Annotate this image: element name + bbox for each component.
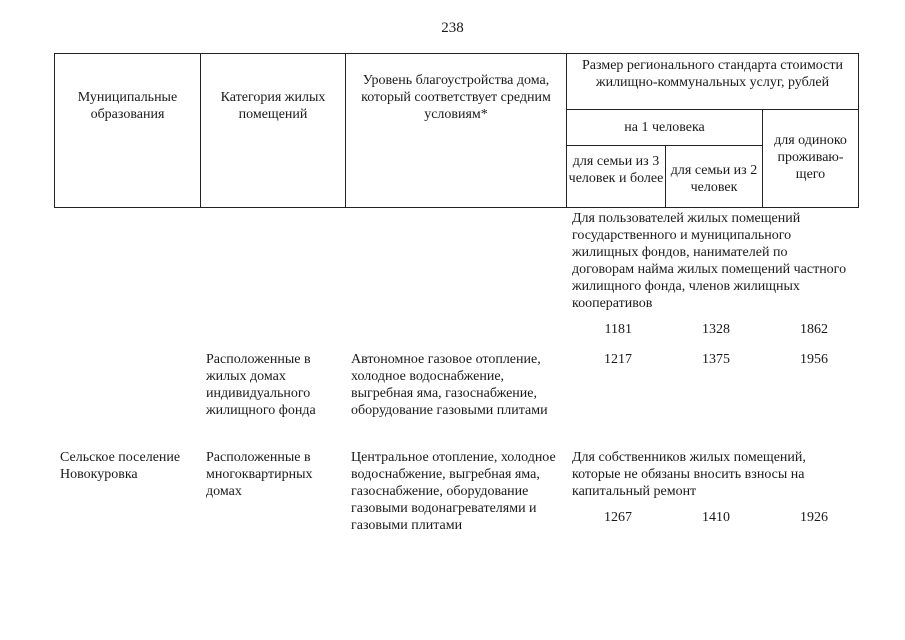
row3-municipal: Сельское поселение Новокуровка [60,450,181,482]
row3-category: Расположенные в многоквартирных домах [206,450,313,499]
row1-family2-value: 1328 [702,322,730,337]
header-category: Категория жилых помещений [220,90,326,122]
row2-family3-value: 1217 [604,352,632,367]
header-per-person: на 1 человека [624,120,705,135]
header-level: Уровень благоустройства дома, который соответствует средним условиям* [361,73,551,122]
row3-level: Центральное отопление, холодное водоснабжение, выгребная яма, газоснабжение, оборудование газовыми водонагревателями и газовыми плитами [351,450,556,533]
header-municipal: Муниципальные образования [77,90,178,122]
row2-category: Расположенные в жилых домах индивидуального жилищного фонда [206,352,316,418]
row1-single-value: 1862 [800,322,828,337]
header-family3: для семьи из 3 человек и более [568,154,664,186]
row2-level: Автономное газовое отопление, холодное водоснабжение, выгребная яма, газоснабжение, оборудование газовыми плитами [351,352,548,418]
header-size: Размер регионального стандарта стоимости жилищно-коммунальных услуг, рублей [582,58,843,90]
header-family2: для семьи из 2 человек [670,163,758,195]
row3-note: Для собственников жилых помещений, которые не обязаны вносить взносы на капитальный ремонт [572,450,806,499]
row3-single-value: 1926 [800,510,828,525]
row1-note: Для пользователей жилых помещений государственного и муниципального жилищных фондов, нанимателей по договорам найма жилых помещений частного жилищного фонда, членов жилищных кооперативов [572,211,847,311]
row3-family3-value: 1267 [604,510,632,525]
page-number: 238 [441,20,464,36]
row2-family2-value: 1375 [702,352,730,367]
row3-family2-value: 1410 [702,510,730,525]
row2-single-value: 1956 [800,352,828,367]
row1-family3-value: 1181 [604,322,632,337]
header-single: для одиноко проживаю-щего [774,133,847,182]
